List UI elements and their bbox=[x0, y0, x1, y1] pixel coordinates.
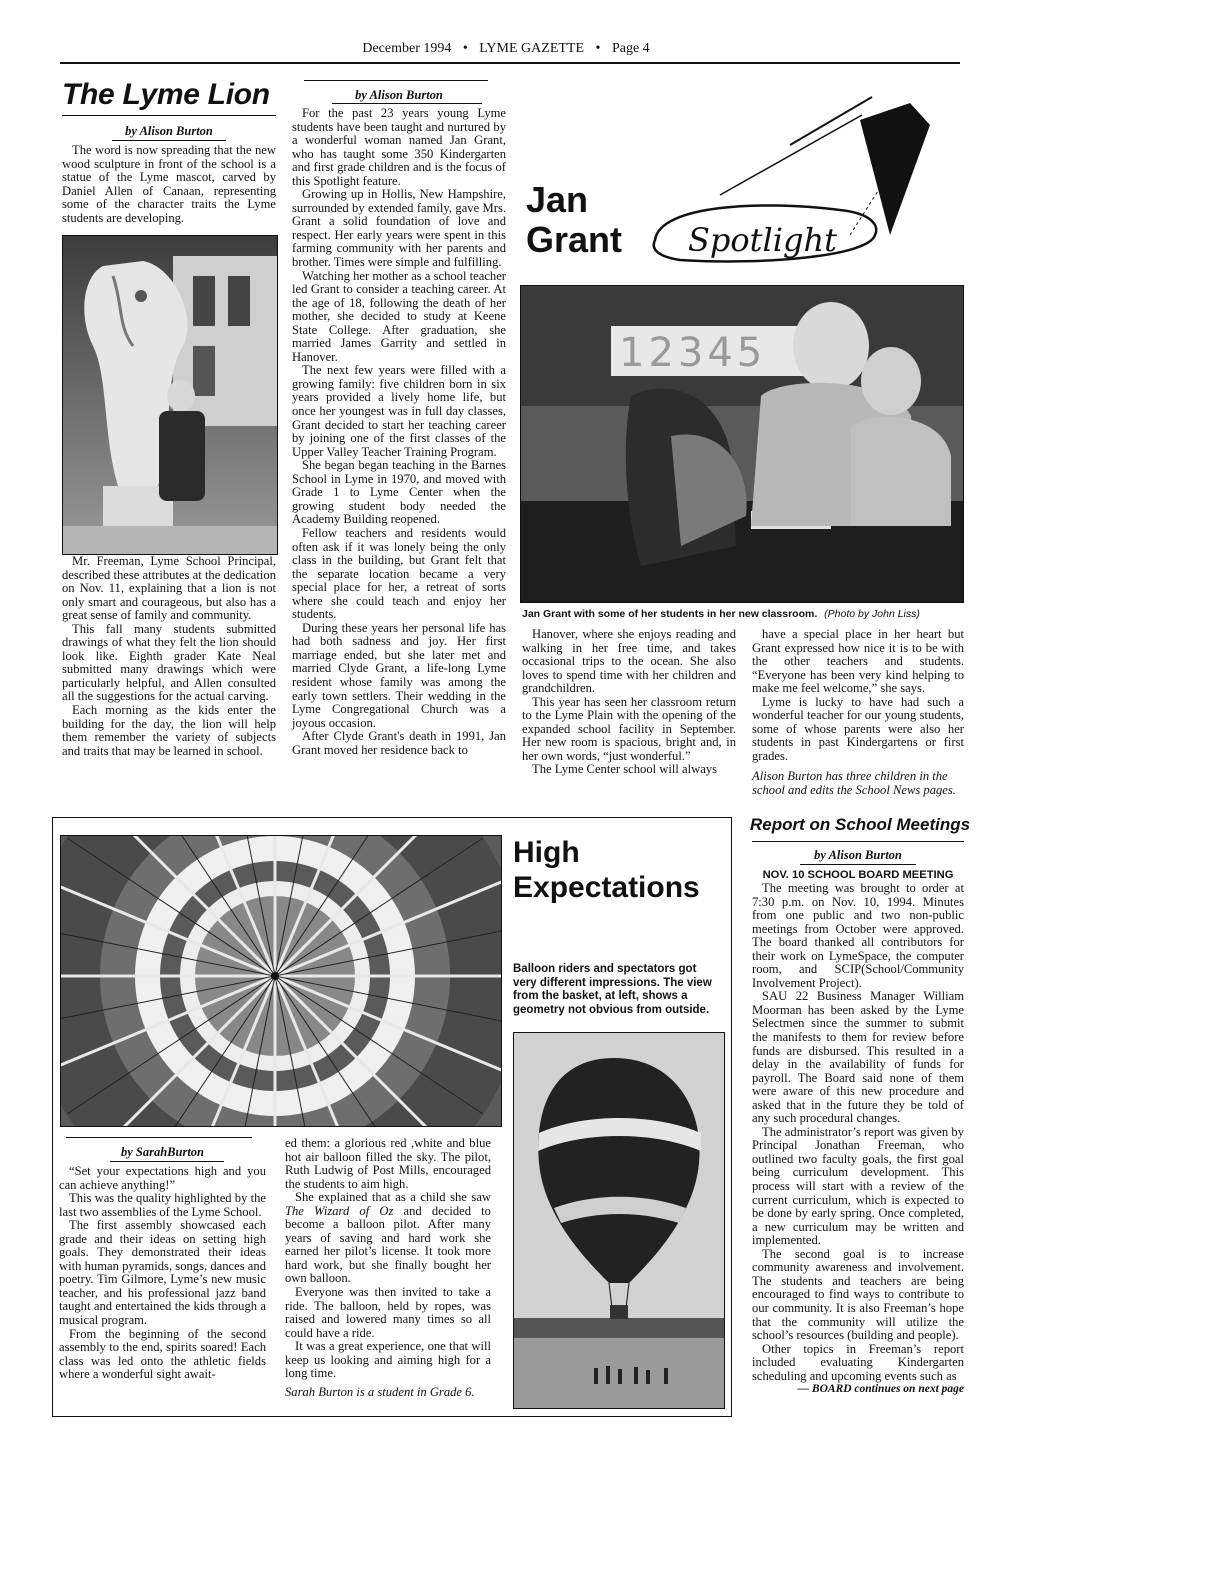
spotlight-paragraph: Lyme is lucky to have had such a wonderful teacher for our young students, some of whose parents were also her students in past Kindergartens or first grades. bbox=[752, 694, 964, 763]
expectations-body-col2 bbox=[285, 1137, 491, 1399]
spotlight-paragraph: During these years her personal life has had both sadness and joy. Her first marriage ended, but she later met and married Clyde Grant, a life-long Lyme resident whose family was among the early town settlers. Their wedding in the Lyme Congregational Church was a joyous occasion. bbox=[292, 620, 506, 730]
expectations-body-col1 bbox=[59, 1165, 266, 1382]
report-byline: by Alison Burton bbox=[814, 848, 902, 862]
expectations-paragraph: ed them: a glorious red ,white and blue hot air balloon filled the sky. The pilot, Ruth Ludwig of Post Mills, encouraged the students to aim high. bbox=[285, 1136, 491, 1191]
film-title: The Wizard of Oz bbox=[285, 1203, 394, 1218]
spotlight-rule-bottom bbox=[332, 103, 482, 104]
balloon-interior-image bbox=[61, 836, 501, 1126]
lion-paragraph: Mr. Freeman, Lyme School Principal, described these attributes at the dedication on Nov. 11, explaining that a lion is not only smart and courageous, but also has a great sense of family and community. bbox=[62, 554, 276, 623]
report-paragraph: The second goal is to increase community awareness and involvement. The students and teachers are being encouraged to find ways to contribute to our community. It is also Freeman’s hope that the community will utilize the school’s resources (building and people). bbox=[752, 1246, 964, 1343]
classroom-photo bbox=[520, 285, 964, 603]
balloon-interior-photo bbox=[60, 835, 502, 1127]
spotlight-name-first: Jan bbox=[526, 179, 589, 220]
lion-headline: The Lyme Lion bbox=[62, 78, 270, 111]
spotlight-rule-top bbox=[304, 80, 488, 81]
lion-paragraph: This fall many students submitted drawings of what they felt the lion should look like. Eighth grader Kate Neal submitted many drawings which were particularly helpful, and Allen consulted all the suggestions for the actual carving. bbox=[62, 621, 276, 704]
report-rule-bottom bbox=[800, 864, 916, 865]
lion-statue-image bbox=[63, 236, 277, 554]
balloon-exterior-photo bbox=[513, 1032, 725, 1409]
report-rule-top bbox=[752, 841, 964, 842]
expectations-text: and decided to become a balloon pilot. After many years of saving and hard work she earned her pilot’s license. It took more hard work, but she finally bought her own balloon. bbox=[285, 1203, 491, 1286]
spotlight-body-col4 bbox=[752, 628, 964, 798]
report-paragraph: The meeting was brought to order at 7:30 p.m. on Nov. 10, 1994. Minutes from one public and two non-public meetings from October were approved. The board thanked all contributors for their work on LymeSpace, the computer room, and SCIP(School/Community Involvement Project). bbox=[752, 881, 964, 990]
report-body bbox=[752, 869, 964, 1395]
lion-rule-bottom bbox=[112, 140, 226, 141]
expectations-rule-bottom bbox=[110, 1161, 224, 1162]
report-subhead: NOV. 10 SCHOOL BOARD MEETING bbox=[762, 869, 954, 881]
report-paragraph: The administrator’s report was given by Principal Jonathan Freeman, who outlined two faculty goals, the first goal being curriculum development. This process will start with a review of the current curriculum, which is expected to be done by early spring. Once completed, a new curriculum may be written and implemented. bbox=[752, 1124, 964, 1248]
spotlight-paragraph: Fellow teachers and residents would often ask if it was lonely being the only class in the building, but Grant felt that the separate location became a very special place for her, a retreat of sorts where she could teach and enjoy her students. bbox=[292, 525, 506, 622]
photo-credit: (Photo by John Liss) bbox=[824, 608, 920, 620]
page-number: Page 4 bbox=[611, 41, 650, 56]
spotlight-paragraph: The Lyme Center school will always bbox=[532, 762, 718, 777]
spotlight-logo-text: Spotlight bbox=[688, 221, 837, 259]
classroom-caption-text: Jan Grant with some of her students in her new classroom. bbox=[522, 608, 818, 620]
balloon-exterior-image bbox=[514, 1033, 724, 1408]
spotlight-body-col1 bbox=[292, 107, 506, 757]
lion-rule-top bbox=[62, 115, 276, 116]
spotlight-name bbox=[526, 180, 622, 260]
balloon-caption: Balloon riders and spectators got very different impressions. The view from the basket, at left, shows a geometry not obvious from outside. bbox=[513, 963, 712, 1016]
expectations-bio: Sarah Burton is a student in Grade 6. bbox=[285, 1384, 475, 1399]
lion-paragraph: The word is now spreading that the new wood sculpture in front of the school is a statue of the Lyme mascot, carved by Daniel Allen of Canaan, representing some of the character traits the Lyme students are developing. bbox=[62, 143, 276, 225]
paper-name: LYME GAZETTE bbox=[479, 41, 585, 56]
lion-intro bbox=[62, 144, 276, 225]
spotlight-paragraph: Hanover, where she enjoys reading and walking in her free time, and takes occasional trips to the ocean. She also loves to spend time with her children and grandchildren. bbox=[522, 627, 736, 696]
expectations-paragraph bbox=[285, 1191, 491, 1286]
spotlight-paragraph: The next few years were filled with a growing family: five children born in six years provided a lively home life, but once her youngest was in full day classes, Grant decided to start her teaching career by joining one of the first classes of the Upper Valley Teacher Training Program. bbox=[292, 363, 506, 459]
spotlight-paragraph: After Clyde Grant's death in 1991, Jan Grant moved her residence back to bbox=[292, 729, 506, 757]
spotlight-paragraph: have a special place in her heart but Grant expressed how nice it is to be with the other teachers and students. “Everyone has been very kind helping to make me feel welcome,” she says. bbox=[752, 627, 964, 696]
report-continued: — BOARD continues on next page bbox=[797, 1383, 964, 1396]
spotlight-paragraph: Watching her mother as a school teacher led Grant to consider a teaching career. At the age of 18, following the death of her mother, she decided to study at Keene State College. After graduation, she married James Garrity and settled in Hanover. bbox=[292, 268, 506, 364]
expectations-rule-top bbox=[66, 1137, 252, 1138]
spotlight-paragraph: She began began teaching in the Barnes School in Lyme in 1970, and moved with Grade 1 to Lyme Center when the growing student body needed the Academy Building reopened. bbox=[292, 458, 506, 527]
expectations-paragraph: It was a great experience, one that will keep us looking and aiming high for a long time. bbox=[285, 1339, 491, 1381]
report-paragraph: SAU 22 Business Manager William Moorman has been asked by the Lyme Selectmen since the summer to submit the manifests to them for review before funds are disbursed. This resulted in a delay in the availability of funds for payroll. The Board said none of them were aware of this new procedure and asked that in the future they be told of any such procedural changes. bbox=[752, 989, 964, 1126]
spotlight-paragraph: For the past 23 years young Lyme students have been taught and nurtured by a wonderful woman named Jan Grant, who has taught some 350 Kindergarten and first grade children and is the focus of this Spotlight feature. bbox=[292, 106, 506, 188]
spotlight-paragraph: Growing up in Hollis, New Hampshire, surrounded by extended family, gave Mrs. Grant a solid foundation of love and respect. Her early years were spent in this farming community with her parents and brother. Times were simple and fulfilling. bbox=[292, 187, 506, 270]
expectations-headline-line2: Expectations bbox=[513, 871, 700, 904]
spotlight-logo bbox=[640, 85, 960, 275]
header-rule bbox=[60, 62, 960, 64]
lion-byline: by Alison Burton bbox=[125, 124, 213, 138]
expectations-paragraph: Everyone was then invited to take a ride. The balloon, held by ropes, was raised and lowered many times so all could have a ride. bbox=[285, 1285, 491, 1340]
spotlight-paragraph: This year has seen her classroom return to the Lyme Plain with the opening of the expanded school facility in September. Her new room is spacious, bright and, in her own words, “just wonderful.” bbox=[522, 694, 736, 763]
expectations-text: She explained that as a child she saw bbox=[295, 1190, 491, 1205]
expectations-paragraph: From the beginning of the second assembly to the end, spirits soared! Each class was led onto the athletic fields where a wonderful sight await- bbox=[59, 1326, 266, 1382]
issue-date: December 1994 bbox=[362, 41, 452, 56]
classroom-caption bbox=[522, 608, 920, 620]
lion-statue-photo bbox=[62, 235, 278, 555]
spotlight-name-last: Grant bbox=[526, 219, 623, 260]
expectations-paragraph: The first assembly showcased each grade and their ideas on setting high goals. They demonstrated their ideas with human pyramids, songs, dances and poetry. Tim Gilmore, Lyme’s new music teacher, and his professional jazz band taught and entertained the kids through a musical program. bbox=[59, 1218, 266, 1328]
classroom-image bbox=[521, 286, 963, 602]
report-headline: Report on School Meetings bbox=[750, 815, 971, 834]
page-header: December 1994 • LYME GAZETTE • Page 4 bbox=[362, 41, 650, 56]
lion-body bbox=[62, 555, 276, 758]
spotlight-byline: by Alison Burton bbox=[355, 88, 443, 102]
board-numbers: 12345 bbox=[619, 330, 767, 376]
spotlight-beam-icon bbox=[860, 103, 930, 235]
expectations-paragraph: This was the quality highlighted by the last two assemblies of the Lyme School. bbox=[59, 1191, 266, 1219]
expectations-headline bbox=[513, 835, 700, 905]
spotlight-bio: Alison Burton has three children in the school and edits the School News pages. bbox=[752, 769, 956, 798]
report-paragraph: Other topics in Freeman’s report included evaluating Kindergarten scheduling and upcoming events such as bbox=[752, 1341, 964, 1383]
expectations-paragraph: “Set your expectations high and you can achieve anything!” bbox=[59, 1164, 266, 1192]
expectations-byline: by SarahBurton bbox=[120, 1145, 205, 1159]
spotlight-body-col3 bbox=[522, 628, 736, 777]
expectations-headline-line1: High bbox=[513, 836, 580, 869]
lion-paragraph: Each morning as the kids enter the building for the day, the lion will help them remember the variety of subjects and traits that may be learned in school. bbox=[62, 703, 276, 758]
